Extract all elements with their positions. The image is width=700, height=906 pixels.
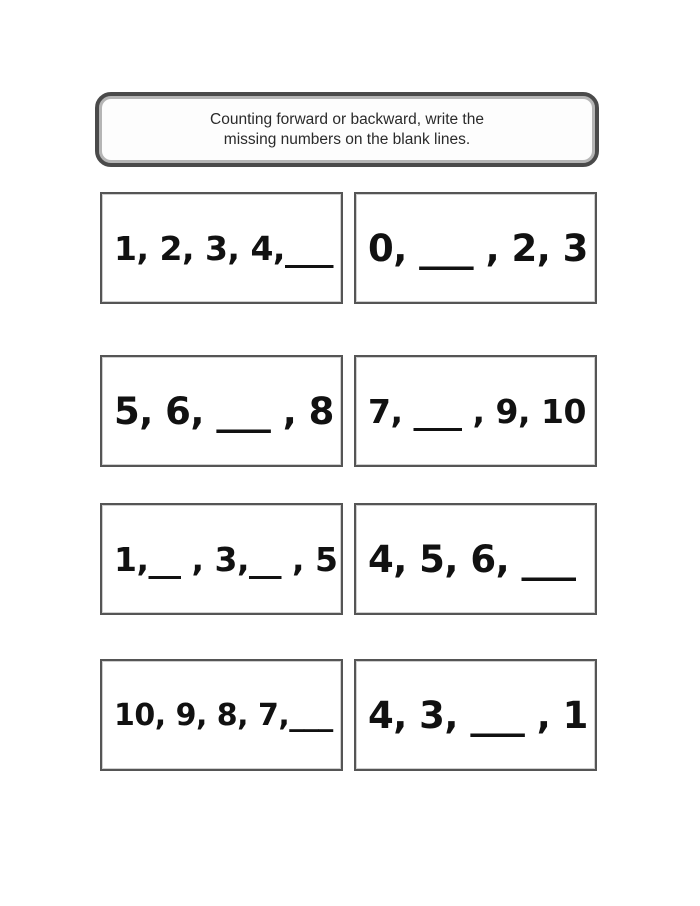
sequence-card-4 [354,355,597,467]
sequence-text: 5, 6, ___ , 8 [114,389,334,433]
sequence-card-8 [354,659,597,771]
sequence-text: 4, 5, 6, ___ [368,537,576,581]
instructions-banner [95,92,599,167]
sequence-text: 7, ___ , 9, 10 [368,391,586,431]
instructions-text: Counting forward or backward, write the missing numbers on the blank lines. [210,110,484,148]
sequence-text: 10, 9, 8, 7,___ [114,697,333,733]
sequence-text: 1, 2, 3, 4,___ [114,228,333,268]
sequence-card-7 [100,659,343,771]
sequence-card-2 [354,192,597,304]
sequence-text: 4, 3, ___ , 1 [368,693,588,737]
sequence-text: 1,__ , 3,__ , 5 [114,539,338,579]
sequence-card-5 [100,503,343,615]
sequence-card-3 [100,355,343,467]
sequence-text: 0, ___ , 2, 3 [368,226,588,270]
sequence-card-1 [100,192,343,304]
sequence-card-6 [354,503,597,615]
